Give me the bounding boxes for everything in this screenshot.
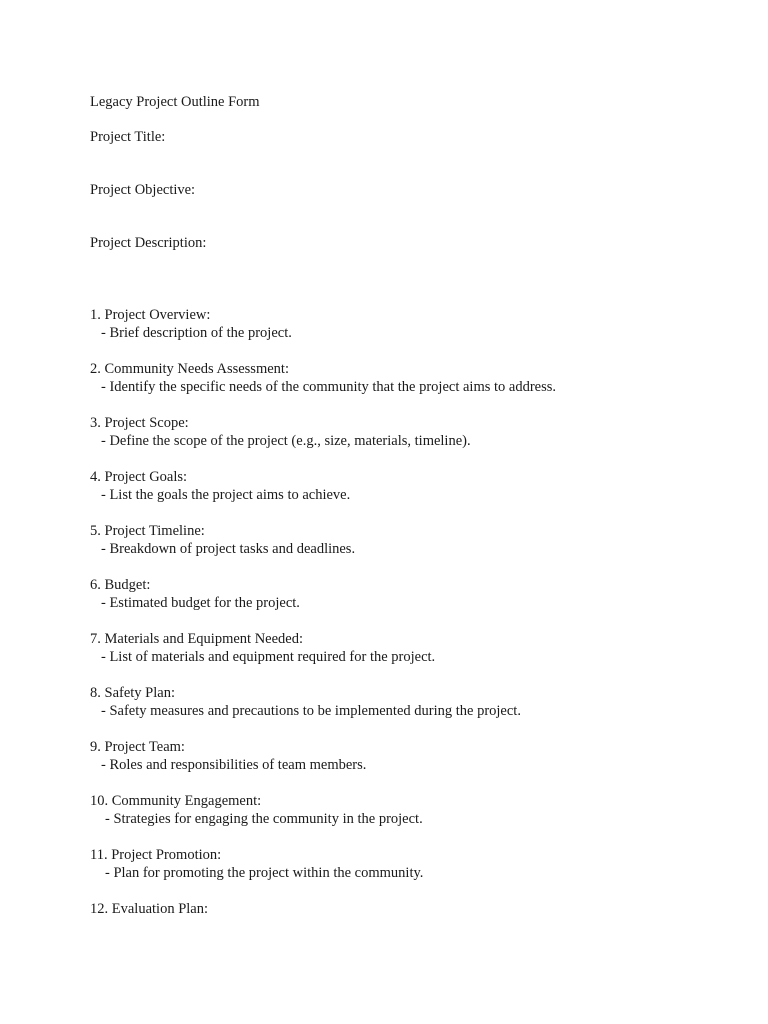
section-detail: - Strategies for engaging the community in the project. bbox=[105, 811, 423, 827]
section-title: Project Overview: bbox=[104, 307, 211, 323]
section-title: Project Timeline: bbox=[104, 523, 205, 539]
outline-section-4 bbox=[90, 468, 730, 504]
section-title: Budget: bbox=[104, 577, 151, 593]
outline-section-6 bbox=[90, 576, 730, 612]
section-heading bbox=[90, 738, 730, 756]
section-heading bbox=[90, 522, 730, 540]
section-heading bbox=[90, 414, 730, 432]
section-detail: - Breakdown of project tasks and deadlines. bbox=[101, 541, 356, 557]
section-detail: - Estimated budget for the project. bbox=[101, 595, 300, 611]
section-number: 3. bbox=[90, 415, 101, 431]
outline-section-1 bbox=[90, 306, 730, 342]
section-detail: - List of materials and equipment required for the project. bbox=[101, 649, 436, 665]
section-number: 1. bbox=[90, 307, 101, 323]
outline-section-2 bbox=[90, 360, 730, 396]
section-number: 9. bbox=[90, 739, 101, 755]
section-title: Community Engagement: bbox=[111, 793, 262, 809]
outline-section-10 bbox=[90, 792, 730, 828]
section-title: Project Goals: bbox=[104, 469, 188, 485]
section-heading bbox=[90, 630, 730, 648]
section-heading bbox=[90, 792, 730, 810]
outline-section-8 bbox=[90, 684, 730, 720]
outline-section-5 bbox=[90, 522, 730, 558]
section-title: Project Scope: bbox=[104, 415, 189, 431]
outline-section-12 bbox=[90, 900, 730, 918]
project-description-label: Project Description: bbox=[90, 235, 207, 251]
project-objective-label: Project Objective: bbox=[90, 182, 196, 198]
section-title: Materials and Equipment Needed: bbox=[104, 631, 304, 647]
section-heading bbox=[90, 306, 730, 324]
project-title-label: Project Title: bbox=[90, 129, 166, 145]
outline-section-3 bbox=[90, 414, 730, 450]
section-detail: - Plan for promoting the project within the community. bbox=[105, 865, 424, 881]
section-number: 12. bbox=[90, 901, 109, 917]
section-title: Evaluation Plan: bbox=[111, 901, 208, 917]
section-number: 6. bbox=[90, 577, 101, 593]
section-detail: - List the goals the project aims to achieve. bbox=[101, 487, 351, 503]
section-heading bbox=[90, 360, 730, 378]
section-detail: - Identify the specific needs of the community that the project aims to address. bbox=[101, 379, 557, 395]
section-detail: - Safety measures and precautions to be implemented during the project. bbox=[101, 703, 521, 719]
section-title: Community Needs Assessment: bbox=[104, 361, 289, 377]
section-title: Project Team: bbox=[104, 739, 185, 755]
section-heading bbox=[90, 900, 730, 918]
section-heading bbox=[90, 846, 730, 864]
outline-section-11 bbox=[90, 846, 730, 882]
document-title: Legacy Project Outline Form bbox=[90, 94, 260, 110]
section-heading bbox=[90, 684, 730, 702]
outline-section-9 bbox=[90, 738, 730, 774]
section-number: 10. bbox=[90, 793, 109, 809]
section-title: Project Promotion: bbox=[111, 847, 222, 863]
section-heading bbox=[90, 576, 730, 594]
section-title: Safety Plan: bbox=[104, 685, 175, 701]
section-number: 4. bbox=[90, 469, 101, 485]
section-detail: - Brief description of the project. bbox=[101, 325, 292, 341]
section-number: 8. bbox=[90, 685, 101, 701]
section-number: 2. bbox=[90, 361, 101, 377]
section-number: 11. bbox=[90, 847, 108, 863]
section-number: 5. bbox=[90, 523, 101, 539]
outline-sections bbox=[90, 306, 730, 918]
outline-section-7 bbox=[90, 630, 730, 666]
section-detail: - Roles and responsibilities of team members. bbox=[101, 757, 367, 773]
document-page bbox=[90, 93, 730, 936]
section-number: 7. bbox=[90, 631, 101, 647]
section-heading bbox=[90, 468, 730, 486]
section-detail: - Define the scope of the project (e.g., size, materials, timeline). bbox=[101, 433, 471, 449]
